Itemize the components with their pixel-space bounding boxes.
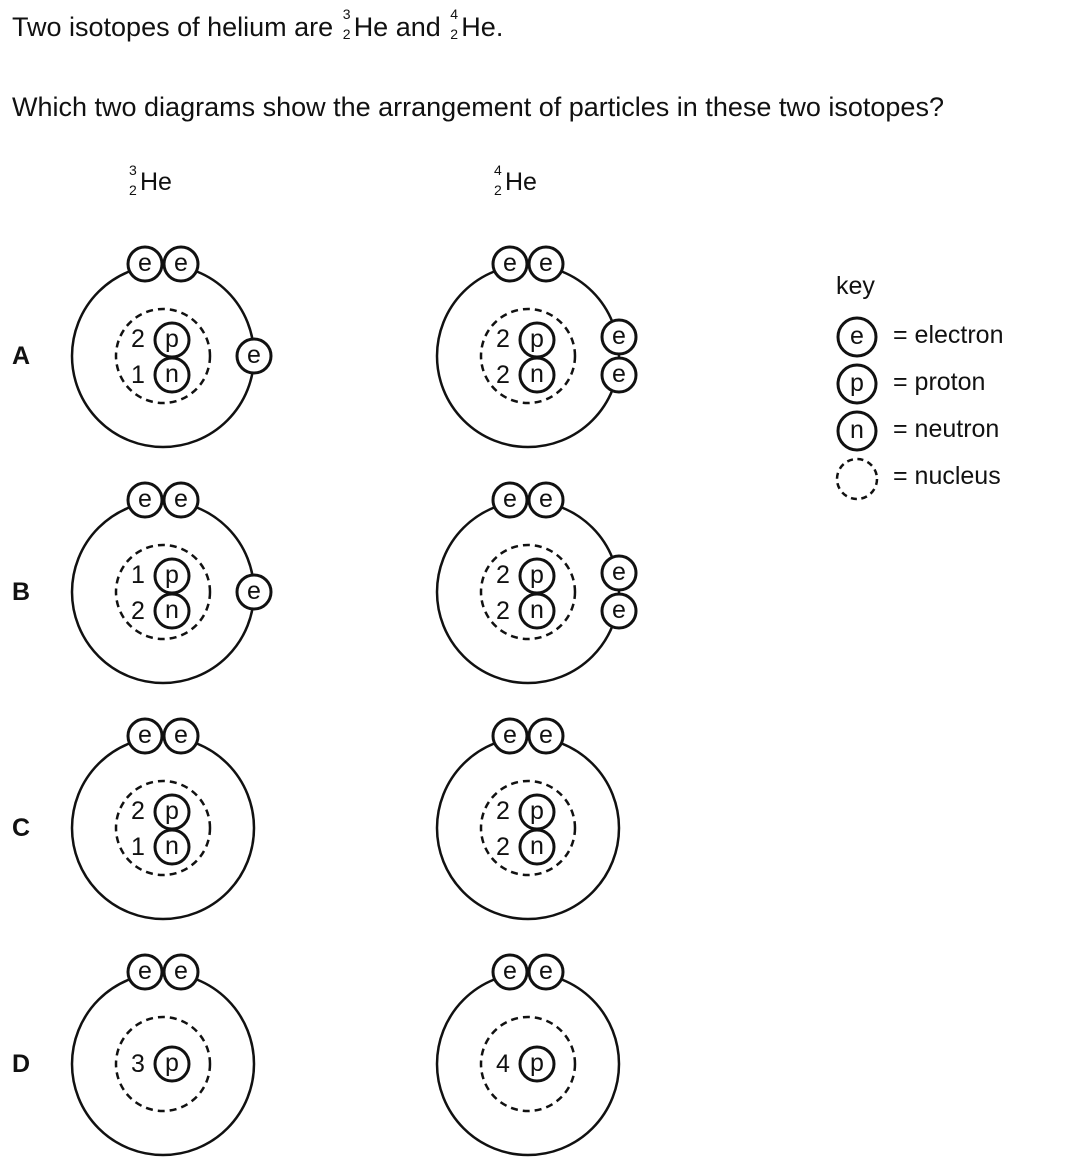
atom-c-left <box>72 719 254 919</box>
neutron-count: 1 <box>131 833 145 861</box>
electron-particle <box>164 719 198 753</box>
electron-symbol: e <box>612 360 626 388</box>
electron-particle <box>237 339 271 373</box>
option-label-d[interactable]: D <box>12 1050 31 1078</box>
electron-particle <box>529 483 563 517</box>
electron-symbol: e <box>539 957 553 985</box>
electron-particle <box>529 247 563 281</box>
key-nucleus-label: = nucleus <box>893 462 1001 490</box>
neutron-count: 2 <box>496 833 510 861</box>
neutron-symbol: n <box>850 416 864 444</box>
neutron-count: 1 <box>131 361 145 389</box>
proton-count: 2 <box>496 561 510 589</box>
atom-d-right <box>437 955 619 1155</box>
key-electron-symbol <box>838 318 876 356</box>
intro-suffix: . <box>495 12 504 42</box>
electron-symbol: e <box>503 249 517 277</box>
electron-particle <box>237 575 271 609</box>
atomic-number: 2 <box>494 182 502 198</box>
mass-number: 4 <box>450 6 459 22</box>
intro-prefix: Two isotopes of helium are <box>12 12 334 42</box>
electron-particle <box>529 955 563 989</box>
electron-particle <box>602 358 636 392</box>
electron-symbol: e <box>174 721 188 749</box>
neutron-particle <box>155 830 189 864</box>
electron-particle <box>128 719 162 753</box>
atomic-number: 2 <box>342 26 351 42</box>
electron-symbol: e <box>539 485 553 513</box>
neutron-count: 2 <box>131 597 145 625</box>
electron-symbol: e <box>850 322 864 350</box>
electron-symbol: e <box>503 957 517 985</box>
key-nucleus-symbol <box>837 459 877 499</box>
neutron-particle <box>155 594 189 628</box>
electron-particle <box>493 955 527 989</box>
atom-c-right <box>437 719 619 919</box>
key-proton-label: = proton <box>893 368 986 396</box>
electron-symbol: e <box>174 485 188 513</box>
proton-symbol: p <box>165 1049 179 1077</box>
electron-symbol: e <box>138 721 152 749</box>
electron-symbol: e <box>138 249 152 277</box>
electron-particle <box>128 247 162 281</box>
atom-d-left <box>72 955 254 1155</box>
key-neutron-label: = neutron <box>893 415 1000 443</box>
electron-symbol: e <box>503 485 517 513</box>
electron-particle <box>128 955 162 989</box>
proton-count: 2 <box>131 325 145 353</box>
key-neutron-symbol <box>838 412 876 450</box>
proton-count: 2 <box>496 325 510 353</box>
question-text: Which two diagrams show the arrangement of particles in these two isotopes? <box>12 92 944 122</box>
electron-particle <box>164 955 198 989</box>
atomic-number: 2 <box>129 182 137 198</box>
atom-a-right <box>437 247 636 447</box>
proton-particle <box>155 795 189 829</box>
electron-particle <box>493 719 527 753</box>
electron-particle <box>164 247 198 281</box>
electron-particle <box>602 320 636 354</box>
electron-symbol: e <box>174 249 188 277</box>
atomic-number: 2 <box>450 26 459 42</box>
option-label-c[interactable]: C <box>12 814 31 842</box>
electron-symbol: e <box>247 577 261 605</box>
electron-symbol: e <box>539 721 553 749</box>
proton-particle <box>520 323 554 357</box>
proton-symbol: p <box>530 561 544 589</box>
proton-particle <box>520 559 554 593</box>
atom-b-left <box>72 483 271 683</box>
neutron-symbol: n <box>165 832 179 860</box>
neutron-particle <box>520 358 554 392</box>
proton-particle <box>520 795 554 829</box>
proton-particle <box>520 1047 554 1081</box>
mass-number: 3 <box>342 6 351 22</box>
electron-particle <box>602 556 636 590</box>
proton-symbol: p <box>530 1049 544 1077</box>
electron-particle <box>128 483 162 517</box>
neutron-symbol: n <box>530 832 544 860</box>
electron-symbol: e <box>612 558 626 586</box>
neutron-count: 2 <box>496 597 510 625</box>
element-symbol: He <box>461 12 496 42</box>
neutron-symbol: n <box>530 360 544 388</box>
neutron-symbol: n <box>165 360 179 388</box>
electron-particle <box>493 247 527 281</box>
key-title: key <box>836 272 875 300</box>
proton-particle <box>155 323 189 357</box>
neutron-count: 2 <box>496 361 510 389</box>
proton-symbol: p <box>165 561 179 589</box>
mass-number: 4 <box>494 162 502 178</box>
electron-symbol: e <box>138 485 152 513</box>
proton-count: 2 <box>496 797 510 825</box>
proton-symbol: p <box>165 325 179 353</box>
intro-connector: and <box>395 12 441 42</box>
electron-symbol: e <box>539 249 553 277</box>
electron-symbol: e <box>612 322 626 350</box>
proton-symbol: p <box>850 369 864 397</box>
proton-symbol: p <box>165 797 179 825</box>
proton-count: 1 <box>131 561 145 589</box>
electron-symbol: e <box>247 341 261 369</box>
key-proton-symbol <box>838 365 876 403</box>
electron-particle <box>164 483 198 517</box>
neutron-particle <box>155 358 189 392</box>
electron-particle <box>529 719 563 753</box>
electron-symbol: e <box>174 957 188 985</box>
atom-b-right <box>437 483 636 683</box>
neutron-particle <box>520 830 554 864</box>
electron-symbol: e <box>503 721 517 749</box>
mass-number: 3 <box>129 162 137 178</box>
electron-symbol: e <box>138 957 152 985</box>
proton-count: 3 <box>131 1050 145 1078</box>
neutron-symbol: n <box>530 596 544 624</box>
element-symbol: He <box>353 12 389 42</box>
electron-particle <box>493 483 527 517</box>
option-label-a[interactable]: A <box>12 342 31 370</box>
proton-symbol: p <box>530 325 544 353</box>
proton-particle <box>155 1047 189 1081</box>
neutron-symbol: n <box>165 596 179 624</box>
key-electron-label: = electron <box>893 321 1004 349</box>
atom-a-left <box>72 247 271 447</box>
electron-symbol: e <box>612 596 626 624</box>
proton-symbol: p <box>530 797 544 825</box>
proton-particle <box>155 559 189 593</box>
element-symbol: He <box>505 168 537 196</box>
option-label-b[interactable]: B <box>12 578 31 606</box>
electron-particle <box>602 594 636 628</box>
proton-count: 2 <box>131 797 145 825</box>
element-symbol: He <box>140 168 172 196</box>
proton-count: 4 <box>496 1050 510 1078</box>
neutron-particle <box>520 594 554 628</box>
